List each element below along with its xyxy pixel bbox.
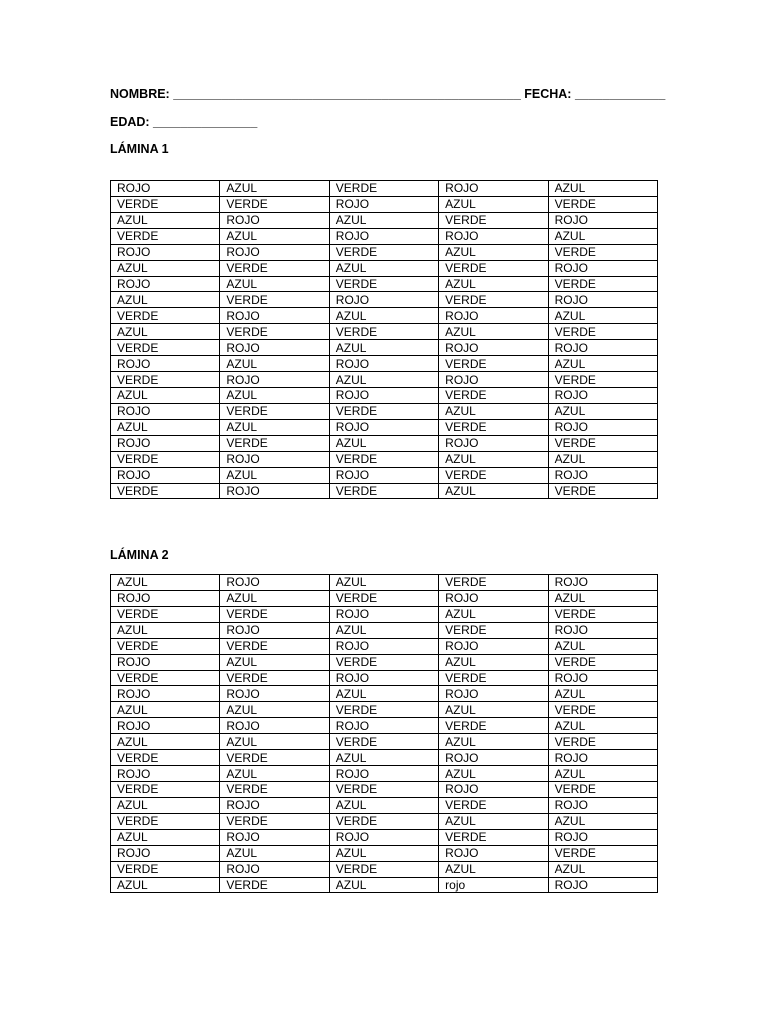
- table-cell: VERDE: [329, 813, 438, 829]
- table-cell: AZUL: [329, 750, 438, 766]
- table-cell: AZUL: [220, 181, 329, 197]
- table-cell: ROJO: [439, 228, 548, 244]
- table-cell: ROJO: [111, 654, 220, 670]
- table-cell: AZUL: [220, 766, 329, 782]
- table-cell: AZUL: [329, 435, 438, 451]
- table-row: [111, 622, 658, 638]
- table-cell: AZUL: [220, 734, 329, 750]
- table-cell: ROJO: [329, 387, 438, 403]
- table-cell: AZUL: [548, 638, 657, 654]
- table-cell: VERDE: [329, 244, 438, 260]
- table-row: [111, 324, 658, 340]
- table-cell: ROJO: [439, 845, 548, 861]
- table-cell: AZUL: [329, 686, 438, 702]
- table-cell: VERDE: [329, 702, 438, 718]
- table-cell: VERDE: [220, 877, 329, 893]
- table-cell: AZUL: [439, 276, 548, 292]
- table-cell: AZUL: [220, 356, 329, 372]
- table-cell: VERDE: [329, 403, 438, 419]
- table-cell: AZUL: [329, 372, 438, 388]
- lamina-1-table: [110, 180, 658, 499]
- table-cell: AZUL: [548, 686, 657, 702]
- table-row: [111, 638, 658, 654]
- table-cell: AZUL: [439, 813, 548, 829]
- table-cell: AZUL: [111, 877, 220, 893]
- table-cell: ROJO: [329, 419, 438, 435]
- table-cell: AZUL: [439, 606, 548, 622]
- table-cell: VERDE: [220, 435, 329, 451]
- table-row: [111, 196, 658, 212]
- table-cell: ROJO: [220, 797, 329, 813]
- table-row: [111, 734, 658, 750]
- table-cell: ROJO: [548, 829, 657, 845]
- table-cell: ROJO: [111, 590, 220, 606]
- table-cell: ROJO: [111, 435, 220, 451]
- table-cell: AZUL: [111, 292, 220, 308]
- table-row: [111, 750, 658, 766]
- table-cell: AZUL: [111, 260, 220, 276]
- table-cell: ROJO: [329, 638, 438, 654]
- table-cell: AZUL: [220, 419, 329, 435]
- table-cell: VERDE: [220, 606, 329, 622]
- table-cell: ROJO: [439, 750, 548, 766]
- table-cell: AZUL: [329, 845, 438, 861]
- table-cell: ROJO: [220, 244, 329, 260]
- table-cell: ROJO: [220, 575, 329, 591]
- table-cell: VERDE: [329, 483, 438, 499]
- table-cell: AZUL: [329, 260, 438, 276]
- table-cell: ROJO: [220, 308, 329, 324]
- table-row: [111, 276, 658, 292]
- table-cell: VERDE: [548, 781, 657, 797]
- table-cell: VERDE: [329, 181, 438, 197]
- table-row: [111, 877, 658, 893]
- table-cell: AZUL: [548, 308, 657, 324]
- table-cell: VERDE: [439, 260, 548, 276]
- table-row: [111, 467, 658, 483]
- table-cell: VERDE: [548, 324, 657, 340]
- table-row: [111, 829, 658, 845]
- table-cell: VERDE: [111, 308, 220, 324]
- table-cell: VERDE: [548, 606, 657, 622]
- table-cell: AZUL: [111, 324, 220, 340]
- table-cell: VERDE: [548, 702, 657, 718]
- table-cell: AZUL: [548, 766, 657, 782]
- edad-line: EDAD: _______________: [110, 115, 258, 129]
- table-cell: AZUL: [220, 467, 329, 483]
- table-cell: AZUL: [548, 451, 657, 467]
- table-cell: VERDE: [548, 244, 657, 260]
- table-cell: AZUL: [220, 590, 329, 606]
- table-cell: AZUL: [111, 212, 220, 228]
- table-cell: VERDE: [111, 781, 220, 797]
- table-row: [111, 435, 658, 451]
- table-cell: ROJO: [548, 797, 657, 813]
- table-cell: ROJO: [111, 686, 220, 702]
- table-cell: VERDE: [548, 435, 657, 451]
- table-row: [111, 260, 658, 276]
- table-cell: AZUL: [439, 861, 548, 877]
- table-cell: ROJO: [548, 387, 657, 403]
- table-cell: ROJO: [111, 244, 220, 260]
- table-cell: VERDE: [111, 483, 220, 499]
- table-cell: ROJO: [548, 260, 657, 276]
- table-cell: VERDE: [548, 276, 657, 292]
- table-row: [111, 419, 658, 435]
- table-row: [111, 718, 658, 734]
- table-cell: ROJO: [439, 435, 548, 451]
- table-cell: AZUL: [439, 324, 548, 340]
- table-cell: VERDE: [329, 781, 438, 797]
- table-cell: VERDE: [220, 292, 329, 308]
- table-row: [111, 403, 658, 419]
- table-cell: AZUL: [439, 244, 548, 260]
- table-cell: VERDE: [111, 606, 220, 622]
- table-cell: ROJO: [548, 419, 657, 435]
- table-cell: AZUL: [439, 654, 548, 670]
- table-cell: VERDE: [439, 797, 548, 813]
- table-cell: AZUL: [111, 702, 220, 718]
- table-cell: VERDE: [220, 196, 329, 212]
- table-row: [111, 387, 658, 403]
- table-cell: AZUL: [329, 877, 438, 893]
- table-cell: VERDE: [111, 861, 220, 877]
- table-cell: VERDE: [439, 467, 548, 483]
- table-cell: VERDE: [439, 212, 548, 228]
- table-cell: AZUL: [439, 483, 548, 499]
- table-cell: AZUL: [329, 340, 438, 356]
- table-cell: AZUL: [439, 766, 548, 782]
- table-row: [111, 372, 658, 388]
- table-cell: ROJO: [220, 829, 329, 845]
- table-cell: AZUL: [329, 575, 438, 591]
- table-cell: VERDE: [439, 292, 548, 308]
- table-cell: AZUL: [548, 813, 657, 829]
- table-row: [111, 781, 658, 797]
- lamina-2-table: [110, 574, 658, 893]
- table-cell: VERDE: [329, 451, 438, 467]
- table-cell: VERDE: [220, 781, 329, 797]
- table-cell: AZUL: [111, 734, 220, 750]
- table-cell: VERDE: [439, 419, 548, 435]
- table-cell: AZUL: [548, 356, 657, 372]
- table-row: [111, 575, 658, 591]
- table-cell: AZUL: [220, 387, 329, 403]
- table-cell: ROJO: [439, 181, 548, 197]
- table-row: [111, 590, 658, 606]
- table-cell: ROJO: [220, 212, 329, 228]
- table-cell: AZUL: [548, 718, 657, 734]
- table-row: [111, 181, 658, 197]
- table-row: [111, 606, 658, 622]
- table-cell: VERDE: [329, 276, 438, 292]
- table-cell: ROJO: [329, 356, 438, 372]
- table-cell: AZUL: [111, 387, 220, 403]
- table-cell: VERDE: [439, 575, 548, 591]
- table-cell: ROJO: [111, 845, 220, 861]
- table-cell: AZUL: [220, 702, 329, 718]
- table-cell: ROJO: [548, 877, 657, 893]
- table-cell: VERDE: [548, 196, 657, 212]
- table-cell: ROJO: [111, 467, 220, 483]
- table-cell: VERDE: [220, 403, 329, 419]
- table-cell: ROJO: [329, 292, 438, 308]
- table-cell: VERDE: [439, 670, 548, 686]
- table-cell: VERDE: [220, 670, 329, 686]
- table-cell: VERDE: [439, 356, 548, 372]
- table-cell: ROJO: [220, 483, 329, 499]
- table-cell: ROJO: [220, 686, 329, 702]
- table-cell: ROJO: [111, 356, 220, 372]
- table-cell: VERDE: [220, 750, 329, 766]
- table-row: [111, 686, 658, 702]
- table-cell: ROJO: [329, 670, 438, 686]
- table-cell: ROJO: [548, 575, 657, 591]
- table-row: [111, 308, 658, 324]
- table-cell: ROJO: [220, 372, 329, 388]
- table-cell: ROJO: [329, 718, 438, 734]
- table-cell: ROJO: [329, 467, 438, 483]
- table-row: [111, 845, 658, 861]
- table-cell: AZUL: [111, 575, 220, 591]
- table-cell: VERDE: [439, 718, 548, 734]
- table-cell: VERDE: [329, 654, 438, 670]
- table-cell: ROJO: [439, 372, 548, 388]
- table-cell: ROJO: [548, 622, 657, 638]
- table-cell: ROJO: [548, 212, 657, 228]
- table-cell: VERDE: [439, 622, 548, 638]
- table-cell: VERDE: [548, 654, 657, 670]
- table-row: [111, 766, 658, 782]
- table-cell: VERDE: [220, 324, 329, 340]
- table-cell: VERDE: [111, 750, 220, 766]
- table-cell: VERDE: [548, 845, 657, 861]
- table-cell: ROJO: [329, 196, 438, 212]
- table-cell: VERDE: [329, 861, 438, 877]
- table-cell: AZUL: [548, 228, 657, 244]
- table-cell: AZUL: [111, 829, 220, 845]
- table-cell: ROJO: [329, 766, 438, 782]
- table-cell: AZUL: [548, 181, 657, 197]
- table-cell: ROJO: [220, 451, 329, 467]
- table-cell: VERDE: [111, 372, 220, 388]
- table-cell: ROJO: [111, 718, 220, 734]
- table-cell: AZUL: [329, 797, 438, 813]
- table-cell: ROJO: [111, 766, 220, 782]
- table-cell: AZUL: [111, 419, 220, 435]
- table-cell: AZUL: [220, 276, 329, 292]
- table-cell: ROJO: [548, 467, 657, 483]
- table-cell: VERDE: [548, 734, 657, 750]
- table-cell: VERDE: [548, 483, 657, 499]
- table-cell: ROJO: [220, 718, 329, 734]
- table-cell: AZUL: [548, 403, 657, 419]
- table-cell: AZUL: [220, 228, 329, 244]
- table-cell: VERDE: [111, 228, 220, 244]
- table-cell: ROJO: [439, 686, 548, 702]
- table-cell: AZUL: [220, 845, 329, 861]
- table-cell: VERDE: [329, 590, 438, 606]
- table-cell: AZUL: [548, 590, 657, 606]
- table-cell: ROJO: [329, 829, 438, 845]
- table-row: [111, 702, 658, 718]
- table-cell: VERDE: [111, 451, 220, 467]
- table-cell: ROJO: [220, 861, 329, 877]
- table-row: [111, 861, 658, 877]
- table-cell: AZUL: [548, 861, 657, 877]
- table-cell: AZUL: [329, 622, 438, 638]
- table-cell: VERDE: [329, 734, 438, 750]
- table-cell: ROJO: [220, 622, 329, 638]
- table-row: [111, 340, 658, 356]
- table-cell: ROJO: [439, 308, 548, 324]
- table-cell: VERDE: [111, 670, 220, 686]
- table-row: [111, 228, 658, 244]
- table-cell: ROJO: [329, 228, 438, 244]
- table-cell: VERDE: [111, 340, 220, 356]
- table-cell: AZUL: [220, 654, 329, 670]
- table-cell: ROJO: [111, 403, 220, 419]
- table-cell: ROJO: [548, 670, 657, 686]
- table-cell: ROJO: [548, 292, 657, 308]
- table-cell: VERDE: [111, 196, 220, 212]
- lamina-2-title: LÁMINA 2: [110, 548, 169, 562]
- table-cell: VERDE: [329, 324, 438, 340]
- table-cell: ROJO: [439, 781, 548, 797]
- table-cell: rojo: [439, 877, 548, 893]
- table-cell: AZUL: [329, 308, 438, 324]
- table-cell: ROJO: [439, 340, 548, 356]
- table-cell: AZUL: [439, 702, 548, 718]
- table-row: [111, 451, 658, 467]
- table-cell: ROJO: [220, 340, 329, 356]
- table-cell: ROJO: [548, 340, 657, 356]
- table-row: [111, 244, 658, 260]
- lamina-1-title: LÁMINA 1: [110, 142, 169, 156]
- table-cell: VERDE: [439, 387, 548, 403]
- table-row: [111, 670, 658, 686]
- table-cell: VERDE: [111, 813, 220, 829]
- table-row: [111, 356, 658, 372]
- table-cell: AZUL: [439, 403, 548, 419]
- table-row: [111, 654, 658, 670]
- nombre-fecha-line: NOMBRE: __________________________________________________ FECHA: _____________: [110, 87, 666, 101]
- table-cell: ROJO: [548, 750, 657, 766]
- table-cell: VERDE: [111, 638, 220, 654]
- table-cell: VERDE: [439, 829, 548, 845]
- table-cell: AZUL: [439, 451, 548, 467]
- table-cell: VERDE: [548, 372, 657, 388]
- table-row: [111, 212, 658, 228]
- table-cell: AZUL: [329, 212, 438, 228]
- table-cell: ROJO: [111, 276, 220, 292]
- table-cell: VERDE: [220, 260, 329, 276]
- table-row: [111, 797, 658, 813]
- table-row: [111, 483, 658, 499]
- table-row: [111, 813, 658, 829]
- table-cell: AZUL: [439, 734, 548, 750]
- table-cell: ROJO: [439, 590, 548, 606]
- table-cell: VERDE: [220, 813, 329, 829]
- table-cell: ROJO: [439, 638, 548, 654]
- table-cell: AZUL: [111, 622, 220, 638]
- table-cell: AZUL: [439, 196, 548, 212]
- table-cell: VERDE: [220, 638, 329, 654]
- table-cell: ROJO: [329, 606, 438, 622]
- table-cell: ROJO: [111, 181, 220, 197]
- table-cell: AZUL: [111, 797, 220, 813]
- table-row: [111, 292, 658, 308]
